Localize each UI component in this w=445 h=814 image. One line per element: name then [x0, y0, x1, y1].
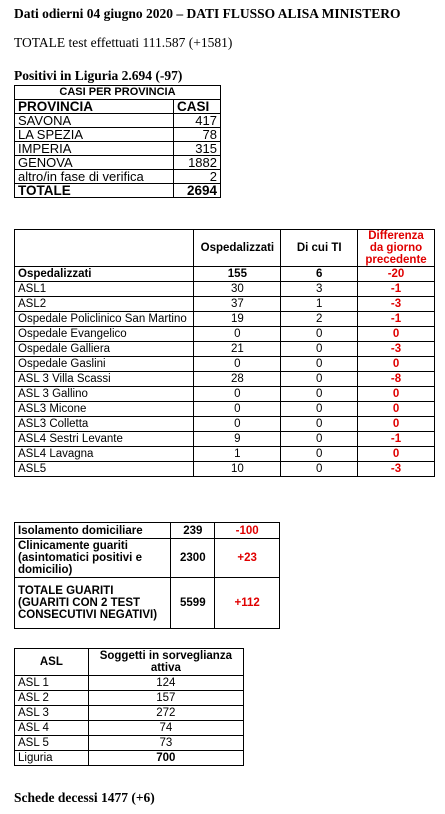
row-ti: 2	[281, 312, 358, 327]
provincia-total-label: TOTALE	[15, 184, 174, 198]
positivi-heading: Positivi in Liguria 2.694 (-97)	[14, 68, 183, 83]
row-name: Ospedalizzati	[15, 267, 194, 282]
soggetti-col-header: Soggetti in sorveglianza attiva	[88, 649, 243, 676]
table-row	[15, 312, 435, 327]
provincia-total-value: 2694	[173, 184, 220, 198]
diff-col-header: Differenza da giorno precedente	[358, 230, 435, 267]
sorv-asl-name: ASL 2	[15, 691, 89, 706]
provincia-caption: CASI PER PROVINCIA	[15, 86, 221, 100]
provincia-casi: 78	[173, 128, 220, 142]
provincia-name: altro/in fase di verifica	[15, 170, 174, 184]
table-row	[15, 372, 435, 387]
row-diff: 0	[358, 417, 435, 432]
table-row	[15, 327, 435, 342]
ti-col-header: Di cui TI	[281, 230, 358, 267]
table-row	[15, 691, 244, 706]
ospedalizzati-table	[14, 229, 435, 477]
row-diff: -8	[358, 372, 435, 387]
row-name: ASL5	[15, 462, 194, 477]
table-row	[15, 114, 221, 128]
provincia-casi: 2	[173, 170, 220, 184]
iso-label: TOTALE GUARITI (GUARITI CON 2 TEST CONSECUTIVI NEGATIVI)	[15, 578, 171, 629]
sorv-asl-name: ASL 5	[15, 736, 89, 751]
iso-value: 2300	[171, 539, 215, 578]
decessi-text: Schede decessi 1477 (+6)	[14, 790, 155, 805]
iso-diff: +112	[215, 578, 280, 629]
row-name: ASL2	[15, 297, 194, 312]
row-osp: 0	[194, 327, 281, 342]
table-row	[15, 539, 280, 578]
iso-diff: +23	[215, 539, 280, 578]
row-name: Ospedale Evangelico	[15, 327, 194, 342]
provincia-casi: 417	[173, 114, 220, 128]
row-ti: 0	[281, 432, 358, 447]
row-osp: 1	[194, 447, 281, 462]
sorv-asl-name: ASL 1	[15, 676, 89, 691]
sorv-value: 73	[88, 736, 243, 751]
iso-label: Isolamento domiciliare	[15, 523, 171, 539]
provincia-table	[14, 85, 221, 198]
iso-value: 5599	[171, 578, 215, 629]
row-name: ASL4 Lavagna	[15, 447, 194, 462]
ospedalizzati-col-header: Ospedalizzati	[194, 230, 281, 267]
table-row	[15, 297, 435, 312]
provincia-name: GENOVA	[15, 156, 174, 170]
table-row	[15, 387, 435, 402]
provincia-col-header: PROVINCIA	[15, 100, 174, 114]
table-row	[15, 462, 435, 477]
page-title: Dati odierni 04 giugno 2020 – DATI FLUSSO ALISA MINISTERO	[14, 6, 401, 21]
provincia-name: SAVONA	[15, 114, 174, 128]
row-ti: 0	[281, 387, 358, 402]
row-ti: 0	[281, 402, 358, 417]
sorv-value: 272	[88, 706, 243, 721]
row-osp: 0	[194, 357, 281, 372]
row-name: ASL4 Sestri Levante	[15, 432, 194, 447]
provincia-name: LA SPEZIA	[15, 128, 174, 142]
table-row	[15, 282, 435, 297]
sorv-total-value: 700	[88, 751, 243, 766]
row-name: ASL3 Micone	[15, 402, 194, 417]
row-name: ASL 3 Villa Scassi	[15, 372, 194, 387]
table-row	[15, 357, 435, 372]
row-diff: -3	[358, 342, 435, 357]
table-row	[15, 447, 435, 462]
row-diff: 0	[358, 327, 435, 342]
table-row	[15, 142, 221, 156]
row-name: ASL3 Colletta	[15, 417, 194, 432]
row-ti: 1	[281, 297, 358, 312]
sorv-value: 157	[88, 691, 243, 706]
row-osp: 21	[194, 342, 281, 357]
row-osp: 30	[194, 282, 281, 297]
table-row	[15, 721, 244, 736]
empty-header-cell	[15, 230, 194, 267]
table-row	[15, 342, 435, 357]
row-osp: 37	[194, 297, 281, 312]
row-ti: 0	[281, 357, 358, 372]
row-ti: 0	[281, 372, 358, 387]
sorv-asl-name: ASL 3	[15, 706, 89, 721]
row-ti: 0	[281, 462, 358, 477]
row-diff: -3	[358, 297, 435, 312]
table-row	[15, 432, 435, 447]
table-row	[15, 170, 221, 184]
row-ti: 3	[281, 282, 358, 297]
table-row	[15, 523, 280, 539]
sorv-value: 74	[88, 721, 243, 736]
row-diff: -3	[358, 462, 435, 477]
sorv-total-label: Liguria	[15, 751, 89, 766]
sorveglianza-table	[14, 648, 244, 766]
row-osp: 10	[194, 462, 281, 477]
table-row	[15, 156, 221, 170]
row-ti: 0	[281, 327, 358, 342]
total-row	[15, 184, 221, 198]
row-osp: 0	[194, 402, 281, 417]
row-ti: 0	[281, 417, 358, 432]
casi-col-header: CASI	[173, 100, 220, 114]
row-diff: -1	[358, 282, 435, 297]
asl-col-header: ASL	[15, 649, 89, 676]
row-diff: -20	[358, 267, 435, 282]
row-osp: 28	[194, 372, 281, 387]
table-row	[15, 676, 244, 691]
row-name: ASL1	[15, 282, 194, 297]
sorv-asl-name: ASL 4	[15, 721, 89, 736]
table-row	[15, 706, 244, 721]
row-osp: 9	[194, 432, 281, 447]
provincia-name: IMPERIA	[15, 142, 174, 156]
row-diff: 0	[358, 357, 435, 372]
row-name: Ospedale Galliera	[15, 342, 194, 357]
table-row	[15, 736, 244, 751]
row-diff: 0	[358, 387, 435, 402]
row-ti: 6	[281, 267, 358, 282]
table-row	[15, 578, 280, 629]
row-ti: 0	[281, 447, 358, 462]
sorv-value: 124	[88, 676, 243, 691]
totale-test-text: TOTALE test effettuati 111.587 (+1581)	[14, 35, 233, 50]
table-row	[15, 402, 435, 417]
isolamento-table	[14, 522, 280, 629]
row-diff: -1	[358, 432, 435, 447]
table-row	[15, 128, 221, 142]
row-osp: 155	[194, 267, 281, 282]
row-diff: -1	[358, 312, 435, 327]
provincia-casi: 1882	[173, 156, 220, 170]
iso-value: 239	[171, 523, 215, 539]
row-osp: 19	[194, 312, 281, 327]
summary-row	[15, 267, 435, 282]
row-name: Ospedale Gaslini	[15, 357, 194, 372]
row-osp: 0	[194, 417, 281, 432]
total-row	[15, 751, 244, 766]
row-diff: 0	[358, 447, 435, 462]
row-ti: 0	[281, 342, 358, 357]
row-osp: 0	[194, 387, 281, 402]
row-name: ASL 3 Gallino	[15, 387, 194, 402]
iso-diff: -100	[215, 523, 280, 539]
table-row	[15, 417, 435, 432]
iso-label: Clinicamente guariti (asintomatici positivi e domicilio)	[15, 539, 171, 578]
row-diff: 0	[358, 402, 435, 417]
row-name: Ospedale Policlinico San Martino	[15, 312, 194, 327]
provincia-casi: 315	[173, 142, 220, 156]
